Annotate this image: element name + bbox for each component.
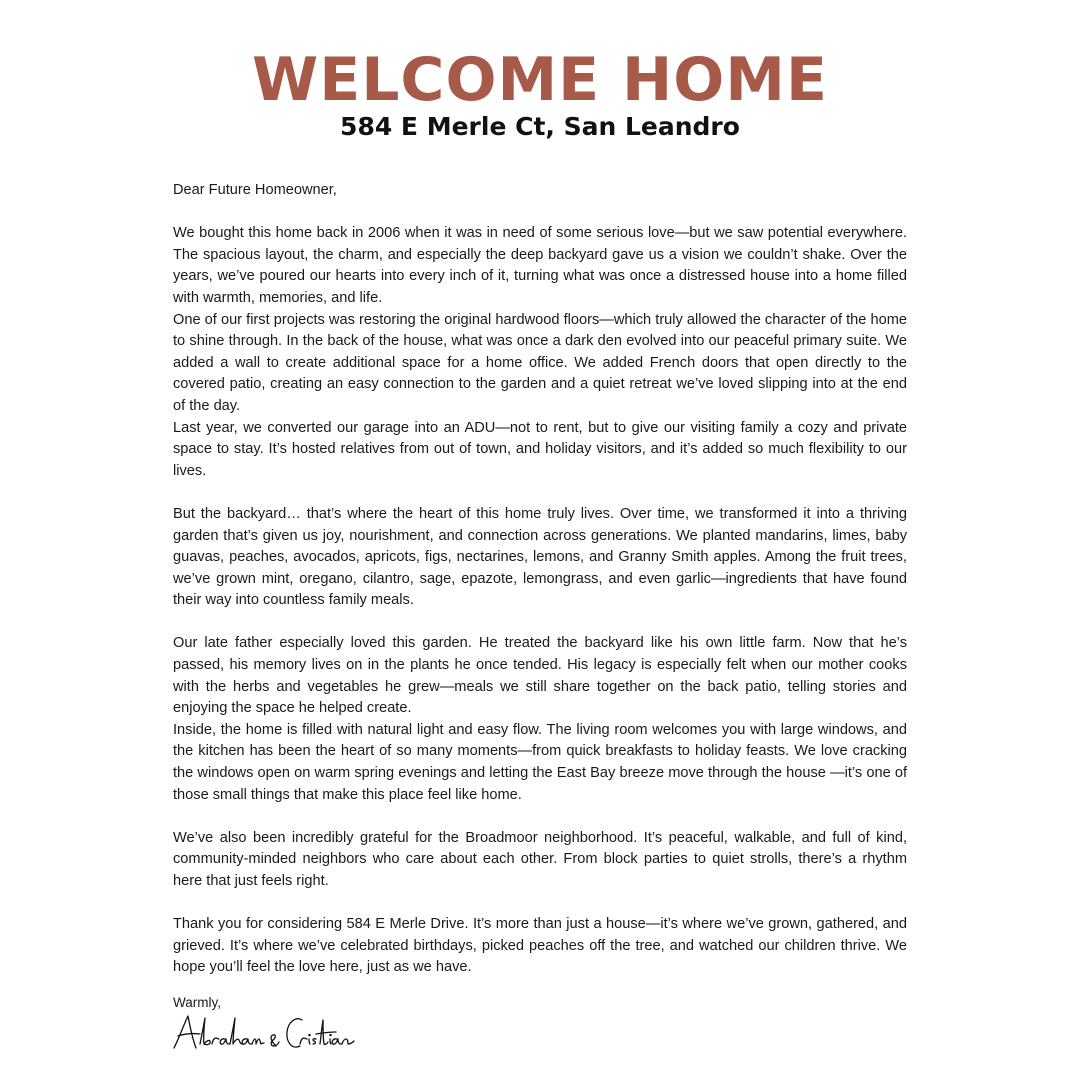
signature-handwriting-image bbox=[170, 1008, 370, 1058]
letter-paragraph-father: Our late father especially loved this garden. He treated the backyard like his own little farm. Now that he’s passed, his memory lives on in the plants he once tended. His legacy is especially felt when our mother cooks with the herbs and vegetables he grew—meals we still share together on the back patio, telling stories and enjoying the space he helped create. bbox=[173, 635, 907, 717]
property-address: 584 E Merle Ct, San Leandro bbox=[340, 112, 740, 141]
letter-greeting: Dear Future Homeowner, bbox=[173, 182, 337, 198]
letter-body bbox=[173, 180, 907, 979]
letter-paragraph-inside: Inside, the home is filled with natural light and easy flow. The living room welcomes you with large windows, and the kitchen has been the heart of so many moments—from quick breakfasts to holiday feasts. We love cracking the windows open on warm spring evenings and letting the East Bay breeze move through the house —it’s one of those small things that make this place feel like home. bbox=[173, 721, 907, 803]
letter-closing: Warmly, bbox=[173, 995, 221, 1010]
letter-paragraph-intro: We bought this home back in 2006 when it was in need of some serious love—but we saw potential everywhere. The spacious layout, the charm, and especially the deep backyard gave us a vision we couldn’t shake. Over the years, we’ve poured our hearts into every inch of it, turning what was once a distressed house into a home filled with warmth, memories, and life. bbox=[173, 225, 907, 306]
letter-paragraph-backyard: But the backyard… that’s where the heart of this home truly lives. Over time, we transformed it into a thriving garden that’s given us joy, nourishment, and connection across generations. We planted mandarins, limes, baby guavas, peaches, avocados, apricots, figs, nectarines, lemons, and Granny Smith apples. Among the fruit trees, we’ve grown mint, oregano, cilantro, sage, epazote, lemongrass, and even garlic—ingredients that have found their way into countless family meals. bbox=[173, 505, 907, 609]
page-title: WELCOME HOME bbox=[252, 45, 828, 115]
letter-paragraph-adu: Last year, we converted our garage into an ADU—not to rent, but to give our visiting family a cozy and private space to stay. It’s hosted relatives from out of town, and holiday visitors, and it’s added so much flexibility to our lives. bbox=[173, 419, 907, 479]
letter-paragraph-neighborhood: We’ve also been incredibly grateful for the Broadmoor neighborhood. It’s peaceful, walkable, and full of kind, community-minded neighbors who care about each other. From block parties to quiet strolls, there’s a rhythm here that just feels right. bbox=[173, 829, 907, 889]
letter-paragraph-thanks: Thank you for considering 584 E Merle Drive. It’s more than just a house—it’s where we’ve grown, gathered, and grieved. It’s where we’ve celebrated birthdays, picked peaches off the tree, and watched our children thrive. We hope you’ll feel the love here, just as we have. bbox=[173, 916, 907, 976]
signature bbox=[170, 1008, 370, 1058]
letter-paragraph-renovations: One of our first projects was restoring the original hardwood floors—which truly allowed the character of the home to shine through. In the back of the house, what was once a dark den evolved into our peaceful primary suite. We added a wall to create additional space for a home office. We added French doors that open directly to the covered patio, creating an easy connection to the garden and a quiet retreat we’ve loved slipping into at the end of the day. bbox=[173, 311, 907, 414]
